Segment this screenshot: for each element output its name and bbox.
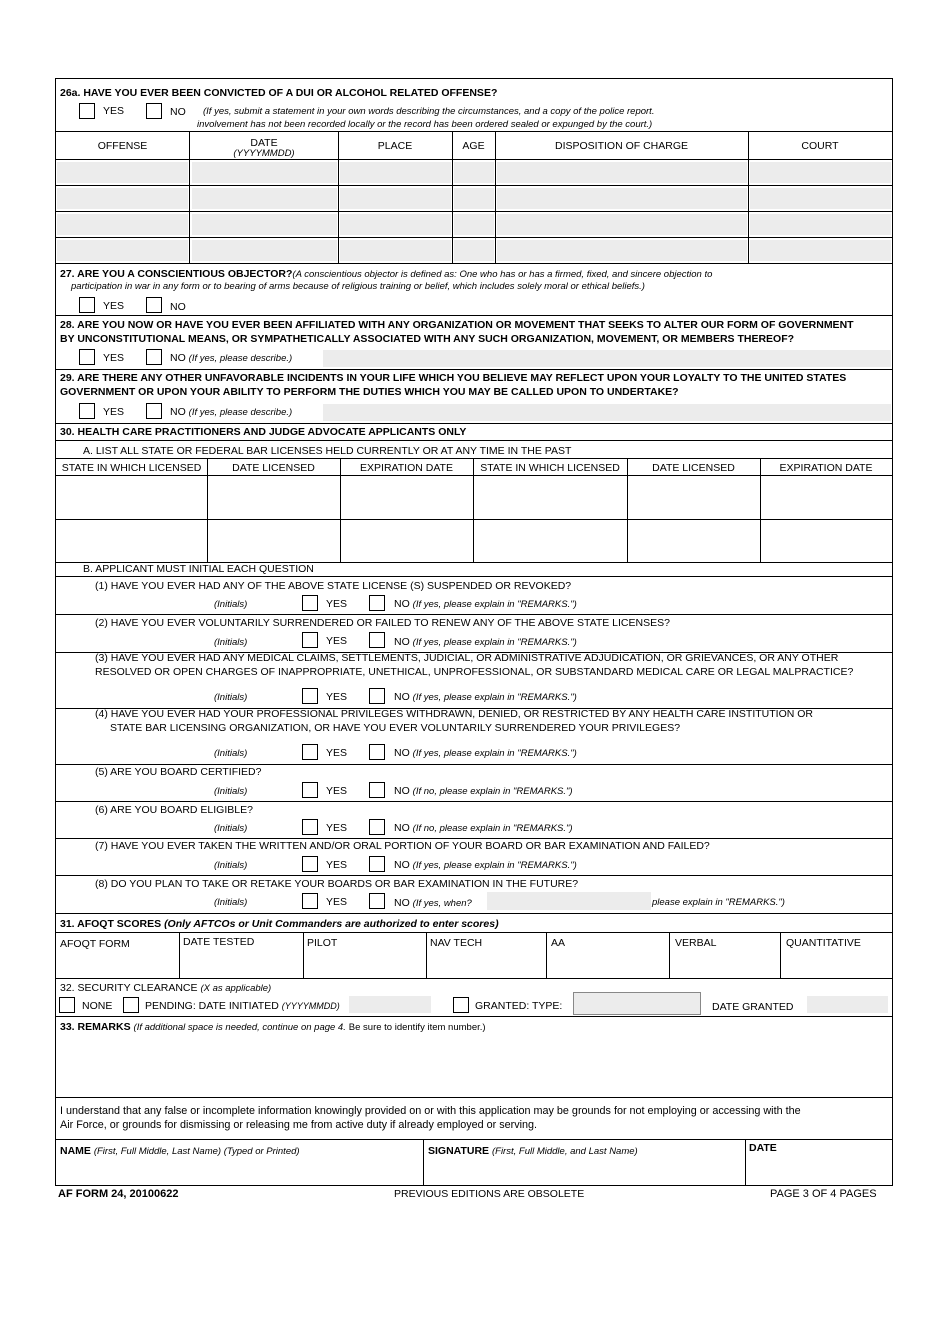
q27-yes-label: YES [103, 300, 125, 312]
lic-col-state-1: STATE IN WHICH LICENSED [61, 462, 202, 474]
q30b-7-no-checkbox[interactable] [369, 856, 385, 872]
q28-yes-checkbox[interactable] [79, 349, 95, 365]
q30b-3-no-checkbox[interactable] [369, 688, 385, 704]
offense-input[interactable] [57, 188, 188, 209]
q30b-8-yes-label: YES [326, 896, 348, 908]
q31-title-line [60, 918, 499, 930]
q30b-7-no-text: NO [394, 859, 410, 871]
q30b-7-no-label [394, 859, 577, 872]
q32-title-line [60, 982, 271, 995]
q30b-6-initials: (Initials) [214, 823, 248, 834]
q28-describe-input[interactable] [323, 350, 891, 367]
q32-pending-date-input[interactable] [349, 996, 431, 1013]
q30b-1-no-label [394, 598, 577, 611]
signature-label-note: (First, Full Middle, and Last Name) [491, 1146, 638, 1157]
col-age: AGE [462, 140, 485, 152]
q30b-4-no-text: NO [394, 747, 410, 759]
q27-no-checkbox[interactable] [146, 297, 162, 313]
lic-col-exp-2: EXPIRATION DATE [779, 462, 873, 474]
date-input[interactable] [746, 1157, 890, 1183]
q30b-1-yes-label: YES [326, 598, 348, 610]
q30b-5-no-label [394, 785, 573, 798]
q27-no-label: NO [170, 301, 186, 313]
q30-title: 30. HEALTH CARE PRACTITIONERS AND JUDGE ADVOCATE APPLICANTS ONLY [60, 426, 467, 438]
q30b-2-initials: (Initials) [214, 637, 248, 648]
q29-yes-label: YES [103, 406, 125, 418]
q30b-8-no-label [394, 897, 472, 910]
q28-line2: BY UNCONSTITUTIONAL MEANS, OR SYMPATHETICALLY ASSOCIATED WITH ANY SUCH ORGANIZATION, MOVEMENT, OR MEMBERS THEREOF? [60, 333, 795, 345]
afoqt-col-aa: AA [551, 937, 566, 949]
q30b-4-no-checkbox[interactable] [369, 744, 385, 760]
certify-line1: I understand that any false or incomplete information knowingly provided on or with this application may be grounds for not employing or accessing with the [60, 1105, 801, 1117]
q30b-1-initials: (Initials) [214, 599, 248, 610]
q30b-4-no-note: (If yes, please explain in "REMARKS.") [412, 748, 577, 759]
q29-no-label [170, 406, 292, 419]
q30b-6-yes-checkbox[interactable] [302, 819, 318, 835]
obsolete-notice: PREVIOUS EDITIONS ARE OBSOLETE [394, 1188, 585, 1200]
q26a-yes-label: YES [103, 105, 125, 117]
lic-col-date-1: DATE LICENSED [232, 462, 315, 474]
q32-title-note: (X as applicable) [200, 983, 272, 994]
q30b-8-initials: (Initials) [214, 897, 248, 908]
q32-granted-label: GRANTED: TYPE: [475, 1000, 563, 1012]
q30b-2-yes-label: YES [326, 635, 348, 647]
q33-note-1: (If additional space is needed, continue on page 4. [133, 1022, 346, 1033]
q32-pending-text: PENDING: DATE INITIATED [145, 1000, 279, 1012]
date-input[interactable] [192, 214, 337, 235]
q30b-2-text: (2) HAVE YOU EVER VOLUNTARILY SURRENDERED OR FAILED TO RENEW ANY OF THE ABOVE STATE LICENSES? [95, 617, 670, 629]
court-input[interactable] [750, 162, 891, 183]
q30b-6-no-note: (If no, please explain in "REMARKS.") [412, 823, 573, 834]
q26a-no-checkbox[interactable] [146, 103, 162, 119]
q30b-7-yes-checkbox[interactable] [302, 856, 318, 872]
name-label-line [60, 1145, 300, 1158]
q27-note-line2: participation in war in any form or to bearing of arms because of religious training or belief, which includes solely moral or ethical beliefs.) [71, 281, 645, 292]
q29-no-checkbox[interactable] [146, 403, 162, 419]
form-number: AF FORM 24, 20100622 [58, 1188, 179, 1200]
signature-label: SIGNATURE [428, 1145, 490, 1157]
disposition-input[interactable] [497, 240, 747, 261]
q33-title-line [60, 1021, 486, 1034]
q30b-3-no-note: (If yes, please explain in "REMARKS.") [412, 692, 577, 703]
q27-title: 27. ARE YOU A CONSCIENTIOUS OBJECTOR? [60, 268, 293, 280]
q30b-3-text-line2: RESOLVED OR OPEN CHARGES OF INAPPROPRIATE, UNETHICAL, UNPROFESSIONAL, OR SUBSTANDARD MEDICAL CARE OR LEGAL MALPRACTICE? [95, 666, 854, 678]
q28-no-label [170, 352, 292, 365]
lic-col-exp-1: EXPIRATION DATE [360, 462, 453, 474]
afoqt-col-quantitative: QUANTITATIVE [786, 937, 861, 949]
q30b-2-no-note: (If yes, please explain in "REMARKS.") [412, 637, 577, 648]
q33-title: 33. REMARKS [60, 1021, 131, 1033]
q27-question [60, 268, 712, 281]
q33-note-2: Be sure to identify item number.) [348, 1022, 486, 1033]
q29-line2: GOVERNMENT OR UPON YOUR ABILITY TO PERFORM THE DUTIES WHICH YOU MAY BE CALLED UPON TO UNDERTAKE? [60, 386, 679, 398]
q32-pending-format: (YYYYMMDD) [281, 1001, 340, 1011]
q32-none-label: NONE [82, 1000, 113, 1012]
q26a-title: 26a. HAVE YOU EVER BEEN CONVICTED OF A DUI OR ALCOHOL RELATED OFFENSE? [60, 87, 498, 99]
q30b-2-yes-checkbox[interactable] [302, 632, 318, 648]
disposition-input[interactable] [497, 188, 747, 209]
date-input[interactable] [192, 240, 337, 261]
q30b-3-initials: (Initials) [214, 692, 248, 703]
q30b-3-yes-checkbox[interactable] [302, 688, 318, 704]
signature-label-line [428, 1145, 638, 1158]
q30b-5-no-note: (If no, please explain in "REMARKS.") [412, 786, 573, 797]
q32-pending-checkbox[interactable] [123, 997, 139, 1013]
q30b-6-no-label [394, 822, 573, 835]
q30b-8-when-input[interactable] [487, 892, 651, 910]
q30b-1-no-text: NO [394, 598, 410, 610]
af-form-24-page [55, 78, 893, 1186]
q32-date-granted-input[interactable] [807, 996, 888, 1013]
q30b-8-no-text: NO [394, 897, 410, 909]
q29-line1: 29. ARE THERE ANY OTHER UNFAVORABLE INCIDENTS IN YOUR LIFE WHICH YOU BELIEVE MAY REFLECT UPON YOUR LOYALTY TO THE UNITED STATES [60, 372, 847, 384]
place-input[interactable] [340, 188, 451, 209]
q30b-6-text: (6) ARE YOU BOARD ELIGIBLE? [95, 804, 253, 816]
q32-none-checkbox[interactable] [59, 997, 75, 1013]
afoqt-col-pilot: PILOT [307, 937, 338, 949]
q30b-7-initials: (Initials) [214, 860, 248, 871]
q30b-title: B. APPLICANT MUST INITIAL EACH QUESTION [83, 563, 314, 575]
q30b-5-no-checkbox[interactable] [369, 782, 385, 798]
q30b-5-initials: (Initials) [214, 786, 248, 797]
afoqt-col-verbal: VERBAL [675, 937, 717, 949]
q30b-4-no-label [394, 747, 577, 760]
age-input[interactable] [454, 240, 494, 261]
age-input[interactable] [454, 188, 494, 209]
certify-line2: Air Force, or grounds for dismissing or releasing me from active duty if already employed or serving. [60, 1119, 538, 1131]
q29-no-note: (If yes, please describe.) [188, 407, 293, 418]
q30b-5-yes-label: YES [326, 785, 348, 797]
q31-title-note: (Only AFTCOs or Unit Commanders are authorized to enter scores) [164, 918, 499, 930]
q30b-3-no-label [394, 691, 577, 704]
q26a-yes-checkbox[interactable] [79, 103, 95, 119]
q30b-5-no-text: NO [394, 785, 410, 797]
q26a-no-label: NO [170, 106, 186, 118]
q30b-7-text: (7) HAVE YOU EVER TAKEN THE WRITTEN AND/OR ORAL PORTION OF YOUR BOARD OR BAR EXAMINATION AND FAILED? [95, 840, 710, 852]
q28-no-note: (If yes, please describe.) [188, 353, 293, 364]
col-offense: OFFENSE [97, 140, 148, 152]
q28-no-text: NO [170, 352, 186, 364]
q32-granted-checkbox[interactable] [453, 997, 469, 1013]
age-input[interactable] [454, 214, 494, 235]
q28-no-checkbox[interactable] [146, 349, 162, 365]
q30b-2-no-checkbox[interactable] [369, 632, 385, 648]
age-input[interactable] [454, 162, 494, 183]
q30b-8-text: (8) DO YOU PLAN TO TAKE OR RETAKE YOUR BOARDS OR BAR EXAMINATION IN THE FUTURE? [95, 878, 579, 890]
q30b-1-no-note: (If yes, please explain in "REMARKS.") [412, 599, 577, 610]
q32-pending-label [145, 1000, 340, 1012]
q30b-6-yes-label: YES [326, 822, 348, 834]
q28-line1: 28. ARE YOU NOW OR HAVE YOU EVER BEEN AFFILIATED WITH ANY ORGANIZATION OR MOVEMENT THAT SEEKS TO ALTER OUR FORM OF GOVERNMENT [60, 319, 854, 331]
q29-describe-input[interactable] [323, 404, 891, 421]
afoqt-col-nav-tech: NAV TECH [430, 937, 483, 949]
q30b-8-no-checkbox[interactable] [369, 893, 385, 909]
q30b-4-yes-label: YES [326, 747, 348, 759]
signature-input[interactable] [424, 1159, 744, 1183]
place-input[interactable] [340, 162, 451, 183]
name-label-note: (First, Full Middle, Last Name) (Typed or Printed) [93, 1146, 300, 1157]
court-input[interactable] [750, 188, 891, 209]
q30b-8-yes-checkbox[interactable] [302, 893, 318, 909]
remarks-input[interactable] [56, 1035, 892, 1097]
q30b-7-no-note: (If yes, please explain in "REMARKS.") [412, 860, 577, 871]
court-input[interactable] [750, 240, 891, 261]
q30b-4-yes-checkbox[interactable] [302, 744, 318, 760]
offense-input[interactable] [57, 240, 188, 261]
name-input[interactable] [56, 1159, 422, 1183]
date-input[interactable] [192, 188, 337, 209]
lic-col-state-2: STATE IN WHICH LICENSED [480, 462, 620, 474]
q30b-2-no-label [394, 636, 577, 649]
q32-date-granted-label: DATE GRANTED [712, 1001, 794, 1013]
q30b-8-no-note: (If yes, when? [412, 898, 472, 909]
q30b-1-no-checkbox[interactable] [369, 595, 385, 611]
q30a-title: A. LIST ALL STATE OR FEDERAL BAR LICENSES HELD CURRENTLY OR AT ANY TIME IN THE PAST [83, 445, 572, 457]
court-input[interactable] [750, 214, 891, 235]
col-date-format: (YYYYMMDD) [233, 148, 295, 159]
col-disposition: DISPOSITION OF CHARGE [554, 140, 688, 152]
afoqt-col-form: AFOQT FORM [60, 938, 130, 950]
q30b-5-yes-checkbox[interactable] [302, 782, 318, 798]
page-number: PAGE 3 OF 4 PAGES [770, 1188, 877, 1200]
offense-input[interactable] [57, 214, 188, 235]
place-input[interactable] [340, 214, 451, 235]
q29-yes-checkbox[interactable] [79, 403, 95, 419]
q30b-4-text-line1: (4) HAVE YOU EVER HAD YOUR PROFESSIONAL PRIVILEGES WITHDRAWN, DENIED, OR RESTRICTED BY ANY HEALTH CARE INSTITUTION OR [95, 708, 814, 720]
place-input[interactable] [340, 240, 451, 261]
q31-title: 31. AFOQT SCORES [60, 918, 162, 930]
col-place: PLACE [377, 140, 413, 152]
q30b-4-initials: (Initials) [214, 748, 248, 759]
q30b-6-no-checkbox[interactable] [369, 819, 385, 835]
q30b-3-text-line1: (3) HAVE YOU EVER HAD ANY MEDICAL CLAIMS, SETTLEMENTS, JUDICIAL, OR ADMINISTRATIVE ADJUDICATION, OR GRIEVANCES, OR ANY OTHER [95, 652, 839, 664]
q29-no-text: NO [170, 406, 186, 418]
lic-col-date-2: DATE LICENSED [652, 462, 735, 474]
disposition-input[interactable] [497, 214, 747, 235]
q27-yes-checkbox[interactable] [79, 297, 95, 313]
q30b-4-text-line2: STATE BAR LICENSING ORGANIZATION, OR HAVE YOU EVER VOLUNTARILY SURRENDERED YOUR PRIVILEGES? [110, 722, 681, 734]
name-label: NAME [60, 1145, 91, 1157]
q30b-3-yes-label: YES [326, 691, 348, 703]
date-label: DATE [749, 1142, 777, 1154]
q30b-7-yes-label: YES [326, 859, 348, 871]
date-input[interactable] [192, 162, 337, 183]
col-court: COURT [801, 140, 839, 152]
q28-yes-label: YES [103, 352, 125, 364]
q30b-1-text: (1) HAVE YOU EVER HAD ANY OF THE ABOVE STATE LICENSE (S) SUSPENDED OR REVOKED? [95, 580, 572, 592]
q30b-6-no-text: NO [394, 822, 410, 834]
afoqt-col-date-tested: DATE TESTED [183, 936, 255, 948]
q26a-note-line1: (If yes, submit a statement in your own words describing the circumstances, and a copy of the police report. [203, 106, 655, 117]
offense-input[interactable] [57, 162, 188, 183]
q30b-5-text: (5) ARE YOU BOARD CERTIFIED? [95, 766, 262, 778]
q30b-1-yes-checkbox[interactable] [302, 595, 318, 611]
q32-title: 32. SECURITY CLEARANCE [60, 982, 198, 994]
col-date: DATE [250, 137, 278, 149]
q30b-8-explain-note: please explain in "REMARKS.") [652, 897, 785, 908]
q32-granted-type-input[interactable] [573, 992, 701, 1015]
q30b-2-no-text: NO [394, 636, 410, 648]
q30b-3-no-text: NO [394, 691, 410, 703]
q26a-note-line2: involvement has not been recorded locally or the record has been ordered sealed or expunged by the court.) [197, 119, 653, 130]
q27-note-line1: (A conscientious objector is defined as: One who has or has a firmed, fixed, and sincere objection to [292, 269, 713, 280]
disposition-input[interactable] [497, 162, 747, 183]
